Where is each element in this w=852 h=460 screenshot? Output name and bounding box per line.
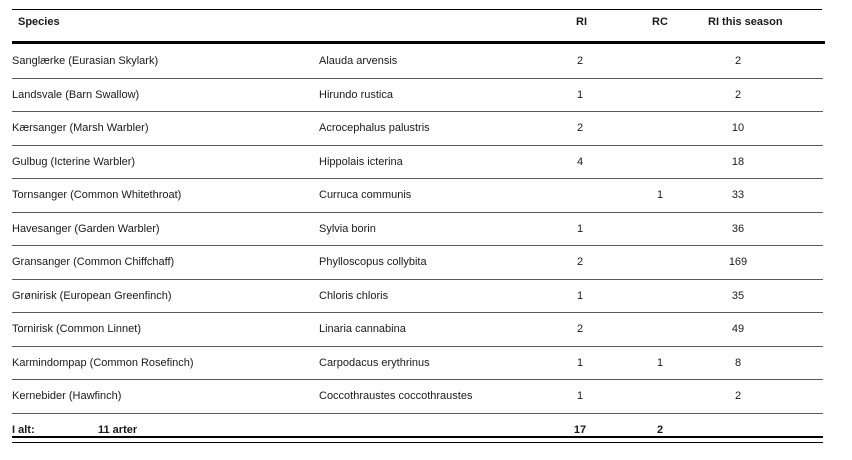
rc-count: 1: [656, 356, 664, 369]
ri-season-count: 35: [731, 289, 745, 302]
species-table: [12, 45, 823, 446]
species-common-name: Tornirisk (Common Linnet): [12, 323, 141, 336]
ri-season-count: 169: [728, 256, 748, 269]
ri-count: 1: [576, 222, 584, 235]
ri-season-count: 33: [731, 189, 745, 202]
table-row: [12, 45, 823, 79]
species-common-name: Gransanger (Common Chiffchaff): [12, 256, 175, 269]
header-rc: RC: [652, 16, 668, 28]
species-common-name: Tornsanger (Common Whitethroat): [12, 189, 182, 202]
species-common-name: Landsvale (Barn Swallow): [12, 88, 140, 101]
total-ri: 17: [573, 423, 587, 436]
table-row: [12, 380, 823, 414]
ri-season-count: 18: [731, 155, 745, 168]
table-row: [12, 179, 823, 213]
top-rule: [12, 9, 822, 10]
species-latin-name: Sylvia borin: [319, 222, 376, 235]
species-latin-name: Chloris chloris: [319, 289, 389, 302]
bottom-rule-thin: [12, 442, 823, 443]
species-latin-name: Hirundo rustica: [319, 88, 393, 101]
species-latin-name: Linaria cannabina: [319, 323, 406, 336]
ri-season-count: 2: [734, 390, 742, 403]
species-common-name: Havesanger (Garden Warbler): [12, 222, 160, 235]
species-latin-name: Acrocephalus palustris: [319, 122, 430, 135]
species-latin-name: Coccothraustes coccothraustes: [319, 390, 473, 403]
ri-count: 2: [576, 256, 584, 269]
table-row: [12, 313, 823, 347]
species-common-name: Gulbug (Icterine Warbler): [12, 155, 136, 168]
header-species: Species: [18, 16, 60, 28]
species-latin-name: Phylloscopus collybita: [319, 256, 427, 269]
rc-count: 1: [656, 189, 664, 202]
table-row: [12, 280, 823, 314]
ri-count: 1: [576, 289, 584, 302]
species-latin-name: Hippolais icterina: [319, 155, 403, 168]
header-ri: RI: [576, 16, 587, 28]
total-species-count: 11 arter: [98, 423, 138, 436]
header-rule: [12, 41, 825, 44]
ri-count: 2: [576, 323, 584, 336]
species-common-name: Sanglærke (Eurasian Skylark): [12, 55, 159, 68]
ri-season-count: 49: [731, 323, 745, 336]
ri-count: 2: [576, 122, 584, 135]
species-latin-name: Alauda arvensis: [319, 55, 398, 68]
species-common-name: Grønirisk (European Greenfinch): [12, 289, 172, 302]
table-row: [12, 213, 823, 247]
ri-season-count: 10: [731, 122, 745, 135]
table-row: [12, 246, 823, 280]
species-common-name: Karmindompap (Common Rosefinch): [12, 356, 194, 369]
ri-count: 1: [576, 390, 584, 403]
table-row: [12, 347, 823, 381]
table-row: [12, 79, 823, 113]
species-common-name: Kernebider (Hawfinch): [12, 390, 122, 403]
ri-season-count: 8: [734, 356, 742, 369]
ri-count: 2: [576, 55, 584, 68]
ri-season-count: 2: [734, 55, 742, 68]
ri-count: 1: [576, 356, 584, 369]
bottom-rule-thick: [12, 436, 823, 438]
species-latin-name: Carpodacus erythrinus: [319, 356, 430, 369]
table-row: [12, 146, 823, 180]
species-common-name: Kærsanger (Marsh Warbler): [12, 122, 149, 135]
ri-count: 1: [576, 88, 584, 101]
total-label: I alt:: [12, 423, 35, 436]
ri-count: 4: [576, 155, 584, 168]
header-ri-this-season: RI this season: [708, 16, 783, 28]
total-rc: 2: [656, 423, 664, 436]
species-latin-name: Curruca communis: [319, 189, 412, 202]
ri-season-count: 2: [734, 88, 742, 101]
ri-season-count: 36: [731, 222, 745, 235]
table-row: [12, 112, 823, 146]
